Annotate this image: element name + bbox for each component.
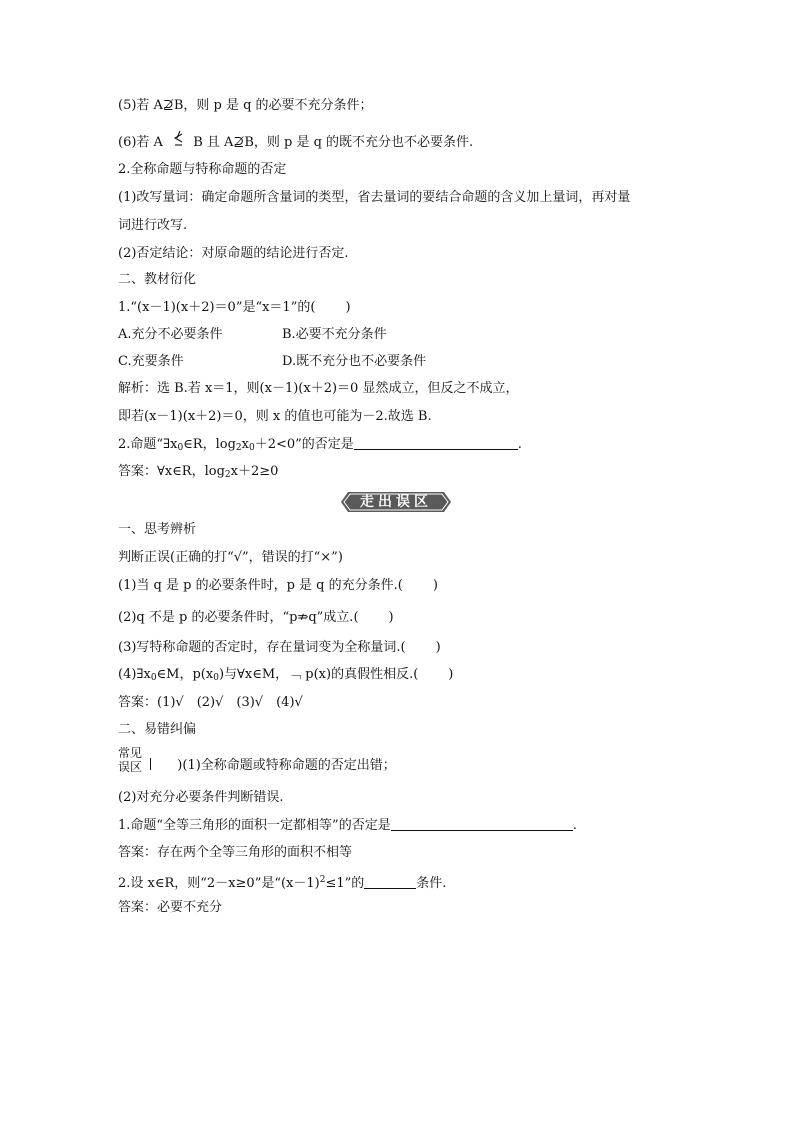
not-subset-symbol <box>171 130 185 148</box>
statement-4-close: ) <box>448 667 454 682</box>
error-question-2-sup: 2 <box>319 875 326 885</box>
question-1-close: ) <box>345 300 351 315</box>
question-1 <box>118 300 351 316</box>
solution-line-2: 即若(x－1)(x＋2)＝0，则 x 的值也可能为－2.故选 B. <box>118 409 432 424</box>
para-2: (2)否定结论：对原命题的结论进行否定. <box>118 246 349 261</box>
statement-4-part-c: )与∀x∈M，﹁ p(x)的真假性相反.( <box>218 667 419 682</box>
statement-4 <box>118 667 453 686</box>
q2-sub-2: 0 <box>248 443 255 453</box>
q2-sub-0: 0 <box>177 443 184 453</box>
statement-1-close: ) <box>432 578 438 593</box>
error-tag-line-1: 常见 <box>118 746 143 760</box>
statement-1-text: (1)当 q 是 p 的必要条件时，p 是 q 的充分条件.( <box>118 578 403 593</box>
q2-part-b: ∈R，log <box>183 437 236 452</box>
error-question-1-text: 1.命题“全等三角形的面积一定都相等”的否定是 <box>118 818 391 833</box>
options-row-1 <box>118 327 387 343</box>
option-d: D.既不充分也不必要条件 <box>282 354 427 369</box>
statement-3-close: ) <box>435 640 441 655</box>
statement-2-part-a: (2)q 不是 p 的必要条件时，“p <box>118 610 298 625</box>
error-question-2-part-b: ≤1”的 <box>325 876 365 891</box>
section-textbook: 二、教材衍化 <box>118 272 197 287</box>
item-5: (5)若 A⊉B，则 p 是 q 的必要不充分条件； <box>118 98 373 113</box>
q2-part-c: x <box>241 437 249 452</box>
error-tag-line-2: 误区 <box>118 760 143 774</box>
answer-2-sub: 2 <box>224 470 231 480</box>
banner-label: 走出误区 <box>360 494 432 510</box>
option-b: B.必要不充分条件 <box>282 327 387 342</box>
answer-2-part-a: 答案：∀x∈R，log <box>118 464 225 479</box>
judgement-answers: 答案：(1)√ (2)√ (3)√ (4)√ <box>118 695 303 710</box>
error-answer-1: 答案：存在两个全等三角形的面积不相等 <box>118 845 353 860</box>
section-reflection: 一、思考辨析 <box>118 522 197 537</box>
answer-blank-3[interactable] <box>364 876 416 889</box>
answer-blank-1[interactable] <box>354 437 518 450</box>
section-common-errors: 二、易错纠偏 <box>118 722 197 737</box>
error-question-2-part-c: 条件. <box>416 876 447 891</box>
statement-1 <box>118 578 438 594</box>
question-2 <box>118 437 522 456</box>
common-error-row <box>118 746 396 778</box>
error-item-1: )(1)全称命题或特称命题的否定出错； <box>177 758 396 773</box>
statement-4-part-b: ∈M，p(x <box>156 667 214 682</box>
q2-sub-1: 2 <box>235 443 242 453</box>
solution-line-1: 解析：选 B.若 x＝1，则(x－1)(x＋2)＝0 显然成立，但反之不成立， <box>118 381 519 396</box>
item-6-start: (6)若 A <box>118 135 163 150</box>
error-question-2 <box>118 872 446 892</box>
item-6 <box>118 130 473 151</box>
judgement-intro: 判断正误(正确的打“√”，错误的打“×”) <box>118 550 343 565</box>
heading-negation: 2.全称命题与特称命题的否定 <box>118 162 287 177</box>
tag-divider <box>150 758 151 770</box>
statement-3-text: (3)写特称命题的否定时，存在量词变为全称量词.( <box>118 640 406 655</box>
statement-4-sub-2: 0 <box>213 673 219 683</box>
statement-3 <box>118 640 441 656</box>
item-6-end: B 且 A⊉B，则 p 是 q 的既不充分也不必要条件. <box>193 135 474 150</box>
statement-4-part-a: (4)∃x <box>118 667 151 682</box>
question-1-text: 1.“(x－1)(x＋2)＝0”是“x＝1”的( <box>118 300 316 315</box>
option-c: C.充要条件 <box>118 354 184 369</box>
error-question-2-part-a: 2.设 x∈R，则“2－x≥0”是“(x－1) <box>118 876 320 891</box>
answer-2 <box>118 464 278 483</box>
q2-part-d: ＋2<0”的否定是 <box>254 437 354 452</box>
not-implies-icon: ⇏ <box>297 610 309 625</box>
option-a: A.充分不必要条件 <box>118 327 223 342</box>
statement-4-sub-1: 0 <box>150 673 157 683</box>
q2-part-a: 2.命题“∃x <box>118 437 178 452</box>
statement-2 <box>118 610 394 626</box>
error-item-2: (2)对充分必要条件判断错误. <box>118 790 284 805</box>
error-question-1 <box>118 818 577 834</box>
error-question-1-end: . <box>572 818 577 833</box>
statement-2-close: ) <box>388 610 394 625</box>
para-1a: (1)改写量词：确定命题所含量词的类型，省去量词的要结合命题的含义加上量词，再对量 <box>118 190 631 205</box>
para-1b: 词进行改写. <box>118 218 188 233</box>
answer-blank-2[interactable] <box>391 818 573 831</box>
section-banner <box>340 490 452 514</box>
options-row-2 <box>118 354 426 370</box>
error-answer-2: 答案：必要不充分 <box>118 900 223 915</box>
error-tag <box>118 746 142 774</box>
q2-end: . <box>517 437 522 452</box>
answer-2-part-b: x＋2≥0 <box>230 464 279 479</box>
statement-2-part-b: q”成立.( <box>308 610 359 625</box>
